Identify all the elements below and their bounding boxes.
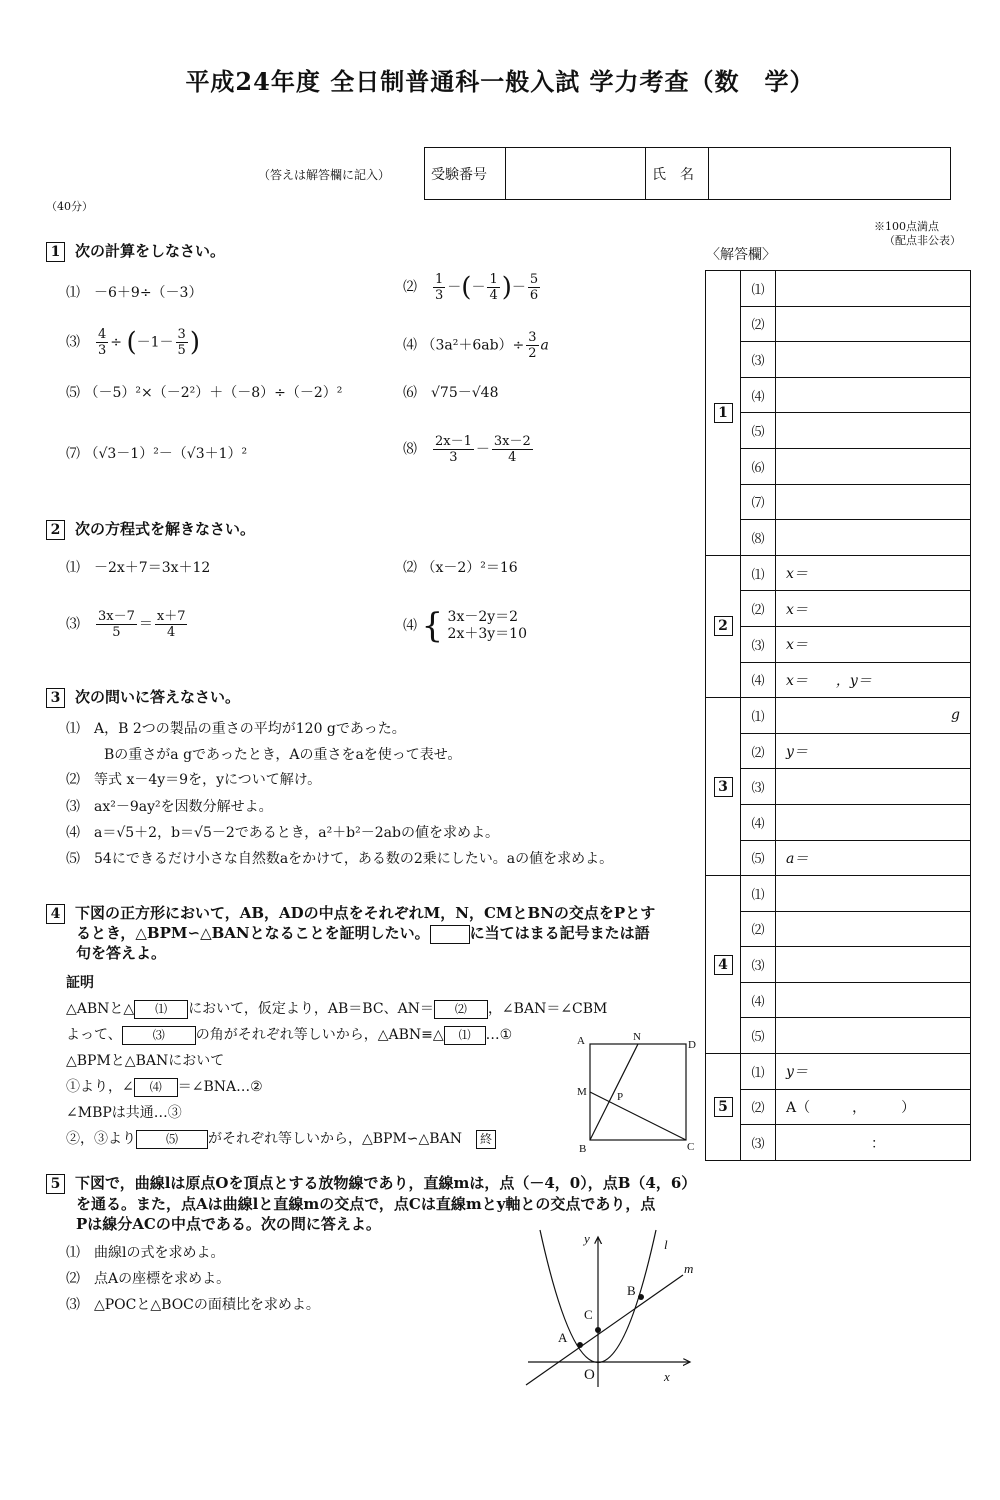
problem-2-3: ⑶ $\frac{3x-7}{5}$ ＝ $\frac{x+7}{4}$ (66, 609, 186, 640)
answer-row-label: ⑵ (741, 306, 776, 342)
answer-cell-1-3[interactable] (776, 342, 971, 378)
label-a: A (577, 1035, 585, 1047)
answer-cell-4-3[interactable] (776, 947, 971, 983)
answer-cell-1-5[interactable] (776, 413, 971, 449)
answer-row-label: ⑴ (741, 698, 776, 734)
section-1-heading: 1 次の計算をしなさい。 (46, 240, 225, 262)
problem-1-6: ⑹ √75－√48 (403, 385, 499, 401)
answer-group-4: 4 (706, 876, 741, 1054)
answer-group-3: 3 (706, 698, 741, 876)
line-m (526, 1275, 683, 1385)
problem-2-4: ⑷ { 3x－2y＝2 2x＋3y＝10 (403, 606, 527, 646)
answer-row-label: ⑵ (741, 1089, 776, 1125)
problem-5-2: ⑵ 点Aの座標を求めよ。 (66, 1271, 231, 1287)
problem-1-8: ⑻ $\frac{2x-1}{3}$ － $\frac{3x-2}{4}$ (403, 434, 531, 465)
exam-number-field[interactable] (506, 148, 646, 200)
section-5-heading-line3: Pは線分ACの中点である。次の問に答えよ。 (76, 1215, 381, 1233)
answer-group-2: 2 (706, 555, 741, 697)
answer-cell-2-1[interactable]: x＝ (776, 555, 971, 591)
score-note-2: （配点非公表） (884, 234, 961, 247)
answer-row-label: ⑷ (741, 804, 776, 840)
answer-row-label: ⑶ (741, 947, 776, 983)
label-p: P (617, 1091, 624, 1103)
proof-blank-2[interactable]: ⑵ (434, 1000, 488, 1019)
parabola-figure (518, 1225, 708, 1395)
problem-3-2: ⑵ 等式 x－4y＝9を，yについて解け。 (66, 772, 322, 788)
section-number: 4 (46, 904, 65, 924)
problem-1-2: ⑵ $\frac{1}{3}$ －(－ $\frac{1}{4}$ )－ $\frac{5}{6}$ (403, 272, 539, 303)
page-title: 平成24年度 全日制普通科一般入試 学力考查（数 学） (185, 67, 815, 96)
candidate-info-table (424, 147, 951, 200)
answer-cell-4-2[interactable] (776, 911, 971, 947)
answer-row-label: ⑴ (741, 555, 776, 591)
answer-cell-3-2[interactable]: y＝ (776, 733, 971, 769)
answer-group-5: 5 (706, 1054, 741, 1161)
end-mark: 終 (476, 1130, 496, 1149)
answer-cell-1-8[interactable] (776, 520, 971, 556)
label-x: x (664, 1369, 670, 1384)
point-c (595, 1327, 601, 1333)
answer-cell-5-1[interactable]: y＝ (776, 1054, 971, 1090)
answer-cell-3-5[interactable]: a＝ (776, 840, 971, 876)
section-3-heading: 3 次の問いに答えなさい。 (46, 686, 240, 708)
section-number: 3 (46, 688, 65, 708)
answer-cell-1-7[interactable] (776, 484, 971, 520)
answer-row-label: ⑶ (741, 342, 776, 378)
problem-3-5: ⑸ 54にできるだけ小さな自然数aをかけて，ある数の2乗にしたい。aの値を求めよ。 (66, 851, 614, 867)
proof-line-5: ∠MBPは共通…③ (66, 1105, 182, 1121)
problem-3-1: ⑴ A，B 2つの製品の重さの平均が120 gであった。 (66, 721, 406, 737)
time-limit: （40分） (46, 200, 93, 213)
problem-3-3: ⑶ ax²－9ay²を因数分解せよ。 (66, 799, 273, 815)
problem-3-1-line2: Bの重さがa gであったとき，Aの重さをaを使って表せ。 (104, 747, 462, 763)
label-b: B (627, 1283, 636, 1298)
proof-line-4: ①より，∠ ⑷ ＝∠BNA…② (66, 1079, 263, 1095)
proof-blank-3[interactable]: ⑶ (122, 1026, 196, 1045)
problem-3-4: ⑷ a＝√5＋2，b＝√5－2であるとき，a²＋b²－2abの値を求めよ。 (66, 825, 499, 841)
label-y: y (584, 1231, 590, 1246)
answer-row-label: ⑴ (741, 1054, 776, 1090)
proof-line-1: △ABNと△ ⑴ において，仮定より，AB＝BC、AN＝ ⑵ ，∠BAN＝∠CBM (66, 1001, 608, 1017)
answer-row-label: ⑸ (741, 1018, 776, 1054)
blank-sample (430, 925, 470, 944)
answer-row-label: ⑸ (741, 413, 776, 449)
square-figure (574, 1030, 700, 1154)
proof-blank-1-repeat[interactable]: ⑴ (444, 1026, 486, 1045)
answer-cell-1-2[interactable] (776, 306, 971, 342)
label-m: M (577, 1086, 587, 1098)
section-4-heading-line3: 句を答えよ。 (76, 944, 167, 962)
answer-row-label: ⑴ (741, 876, 776, 912)
answer-row-label: ⑵ (741, 911, 776, 947)
problem-2-1: ⑴ －2x＋7＝3x＋12 (66, 560, 211, 576)
answer-cell-3-3[interactable] (776, 769, 971, 805)
section-number: 1 (46, 242, 65, 262)
exam-number-label: 受験番号 (425, 148, 506, 200)
segment-cm (590, 1092, 686, 1140)
label-o: O (584, 1367, 595, 1383)
proof-line-2: よって、 ⑶ の角がそれぞれ等しいから，△ABN≡△ ⑴ …① (66, 1027, 513, 1043)
answer-cell-3-4[interactable] (776, 804, 971, 840)
answer-row-label: ⑷ (741, 662, 776, 698)
proof-line-3: △BPMと△BANにおいて (66, 1053, 225, 1069)
answer-cell-3-1[interactable]: g (776, 698, 971, 734)
problem-1-1: ⑴ －6＋9÷（－3） (66, 285, 203, 301)
answer-cell-1-4[interactable] (776, 377, 971, 413)
answer-row-label: ⑸ (741, 840, 776, 876)
label-c: C (584, 1307, 593, 1322)
answer-cell-5-3[interactable]: ： (776, 1125, 971, 1161)
segment-bn (590, 1044, 638, 1140)
label-c: C (687, 1141, 695, 1153)
problem-1-4: ⑷ （3a²＋6ab）÷ $\frac{3}{2}$ a (403, 330, 549, 361)
answer-cell-4-4[interactable] (776, 982, 971, 1018)
answer-note: （答えは解答欄に記入） (258, 168, 391, 182)
proof-blank-4[interactable]: ⑷ (134, 1078, 178, 1097)
problem-2-2: ⑵ （x－2）²＝16 (403, 560, 518, 576)
label-b: B (579, 1143, 587, 1154)
section-2-heading: 2 次の方程式を解きなさい。 (46, 518, 255, 540)
section-5-heading: 5 下図で，曲線lは原点Oを頂点とする放物線であり，直線mは，点（－4，0），点B（4，6） (46, 1172, 696, 1194)
square (590, 1044, 686, 1140)
answer-row-label: ⑵ (741, 591, 776, 627)
answer-row-label: ⑷ (741, 377, 776, 413)
answer-sheet-table (705, 270, 971, 1161)
problem-1-5: ⑸ （－5）²×（－2²）＋（－8）÷（－2）² (66, 385, 343, 401)
answer-row-label: ⑺ (741, 484, 776, 520)
answer-cell-4-5[interactable] (776, 1018, 971, 1054)
answer-cell-5-2[interactable]: A（ ， ） (776, 1089, 971, 1125)
answer-cell-1-6[interactable] (776, 448, 971, 484)
proof-blank-1[interactable]: ⑴ (134, 1000, 188, 1019)
answer-row-label: ⑶ (741, 1125, 776, 1161)
section-number: 5 (46, 1174, 65, 1194)
answer-row-label: ⑷ (741, 982, 776, 1018)
answer-cell-1-1[interactable] (776, 271, 971, 307)
problem-5-1: ⑴ 曲線lの式を求めよ。 (66, 1245, 225, 1261)
section-4-heading-line2: るとき，△BPM∽△BANとなることを証明したい。 に当てはまる記号または語 (76, 924, 650, 942)
answer-cell-4-1[interactable] (776, 876, 971, 912)
label-m: m (684, 1261, 694, 1276)
answer-row-label: ⑴ (741, 271, 776, 307)
label-d: D (688, 1039, 696, 1051)
score-note: ※100点満点 (874, 220, 939, 233)
proof-line-6: ②，③より ⑸ がそれぞれ等しいから，△BPM∽△BAN 終 (66, 1128, 496, 1149)
label-a: A (558, 1330, 568, 1345)
problem-5-3: ⑶ △POCと△BOCの面積比を求めよ。 (66, 1297, 320, 1313)
proof-blank-5[interactable]: ⑸ (136, 1130, 208, 1149)
problem-1-7: ⑺ （√3－1）²－（√3＋1）² (66, 446, 248, 462)
answer-group-1: 1 (706, 271, 741, 556)
point-a (577, 1342, 583, 1348)
answer-cell-2-4[interactable]: x＝ ，y＝ (776, 662, 971, 698)
answer-row-label: ⑻ (741, 520, 776, 556)
section-number: 2 (46, 520, 65, 540)
name-field[interactable] (709, 148, 951, 200)
answer-row-label: ⑶ (741, 626, 776, 662)
proof-label: 証明 (66, 975, 94, 991)
name-label: 氏 名 (646, 148, 709, 200)
answer-cell-2-2[interactable]: x＝ (776, 591, 971, 627)
section-5-heading-line2: を通る。また，点Aは曲線lと直線mの交点で，点Cは直線mとy軸との交点であり，点 (76, 1195, 656, 1213)
label-l: l (664, 1237, 668, 1252)
section-4-heading: 4 下図の正方形において，AB，ADの中点をそれぞれM，N，CMとBNの交点をPとす (46, 902, 655, 924)
answer-cell-2-3[interactable]: x＝ (776, 626, 971, 662)
answer-row-label: ⑵ (741, 733, 776, 769)
answer-sheet-label: 〈解答欄〉 (706, 247, 776, 263)
problem-1-3: ⑶ $\frac{4}{3}$ ÷ (－1－ $\frac{3}{5}$ ) (66, 327, 200, 358)
point-b (638, 1294, 644, 1300)
answer-row-label: ⑹ (741, 448, 776, 484)
answer-row-label: ⑶ (741, 769, 776, 805)
label-n: N (633, 1031, 641, 1043)
